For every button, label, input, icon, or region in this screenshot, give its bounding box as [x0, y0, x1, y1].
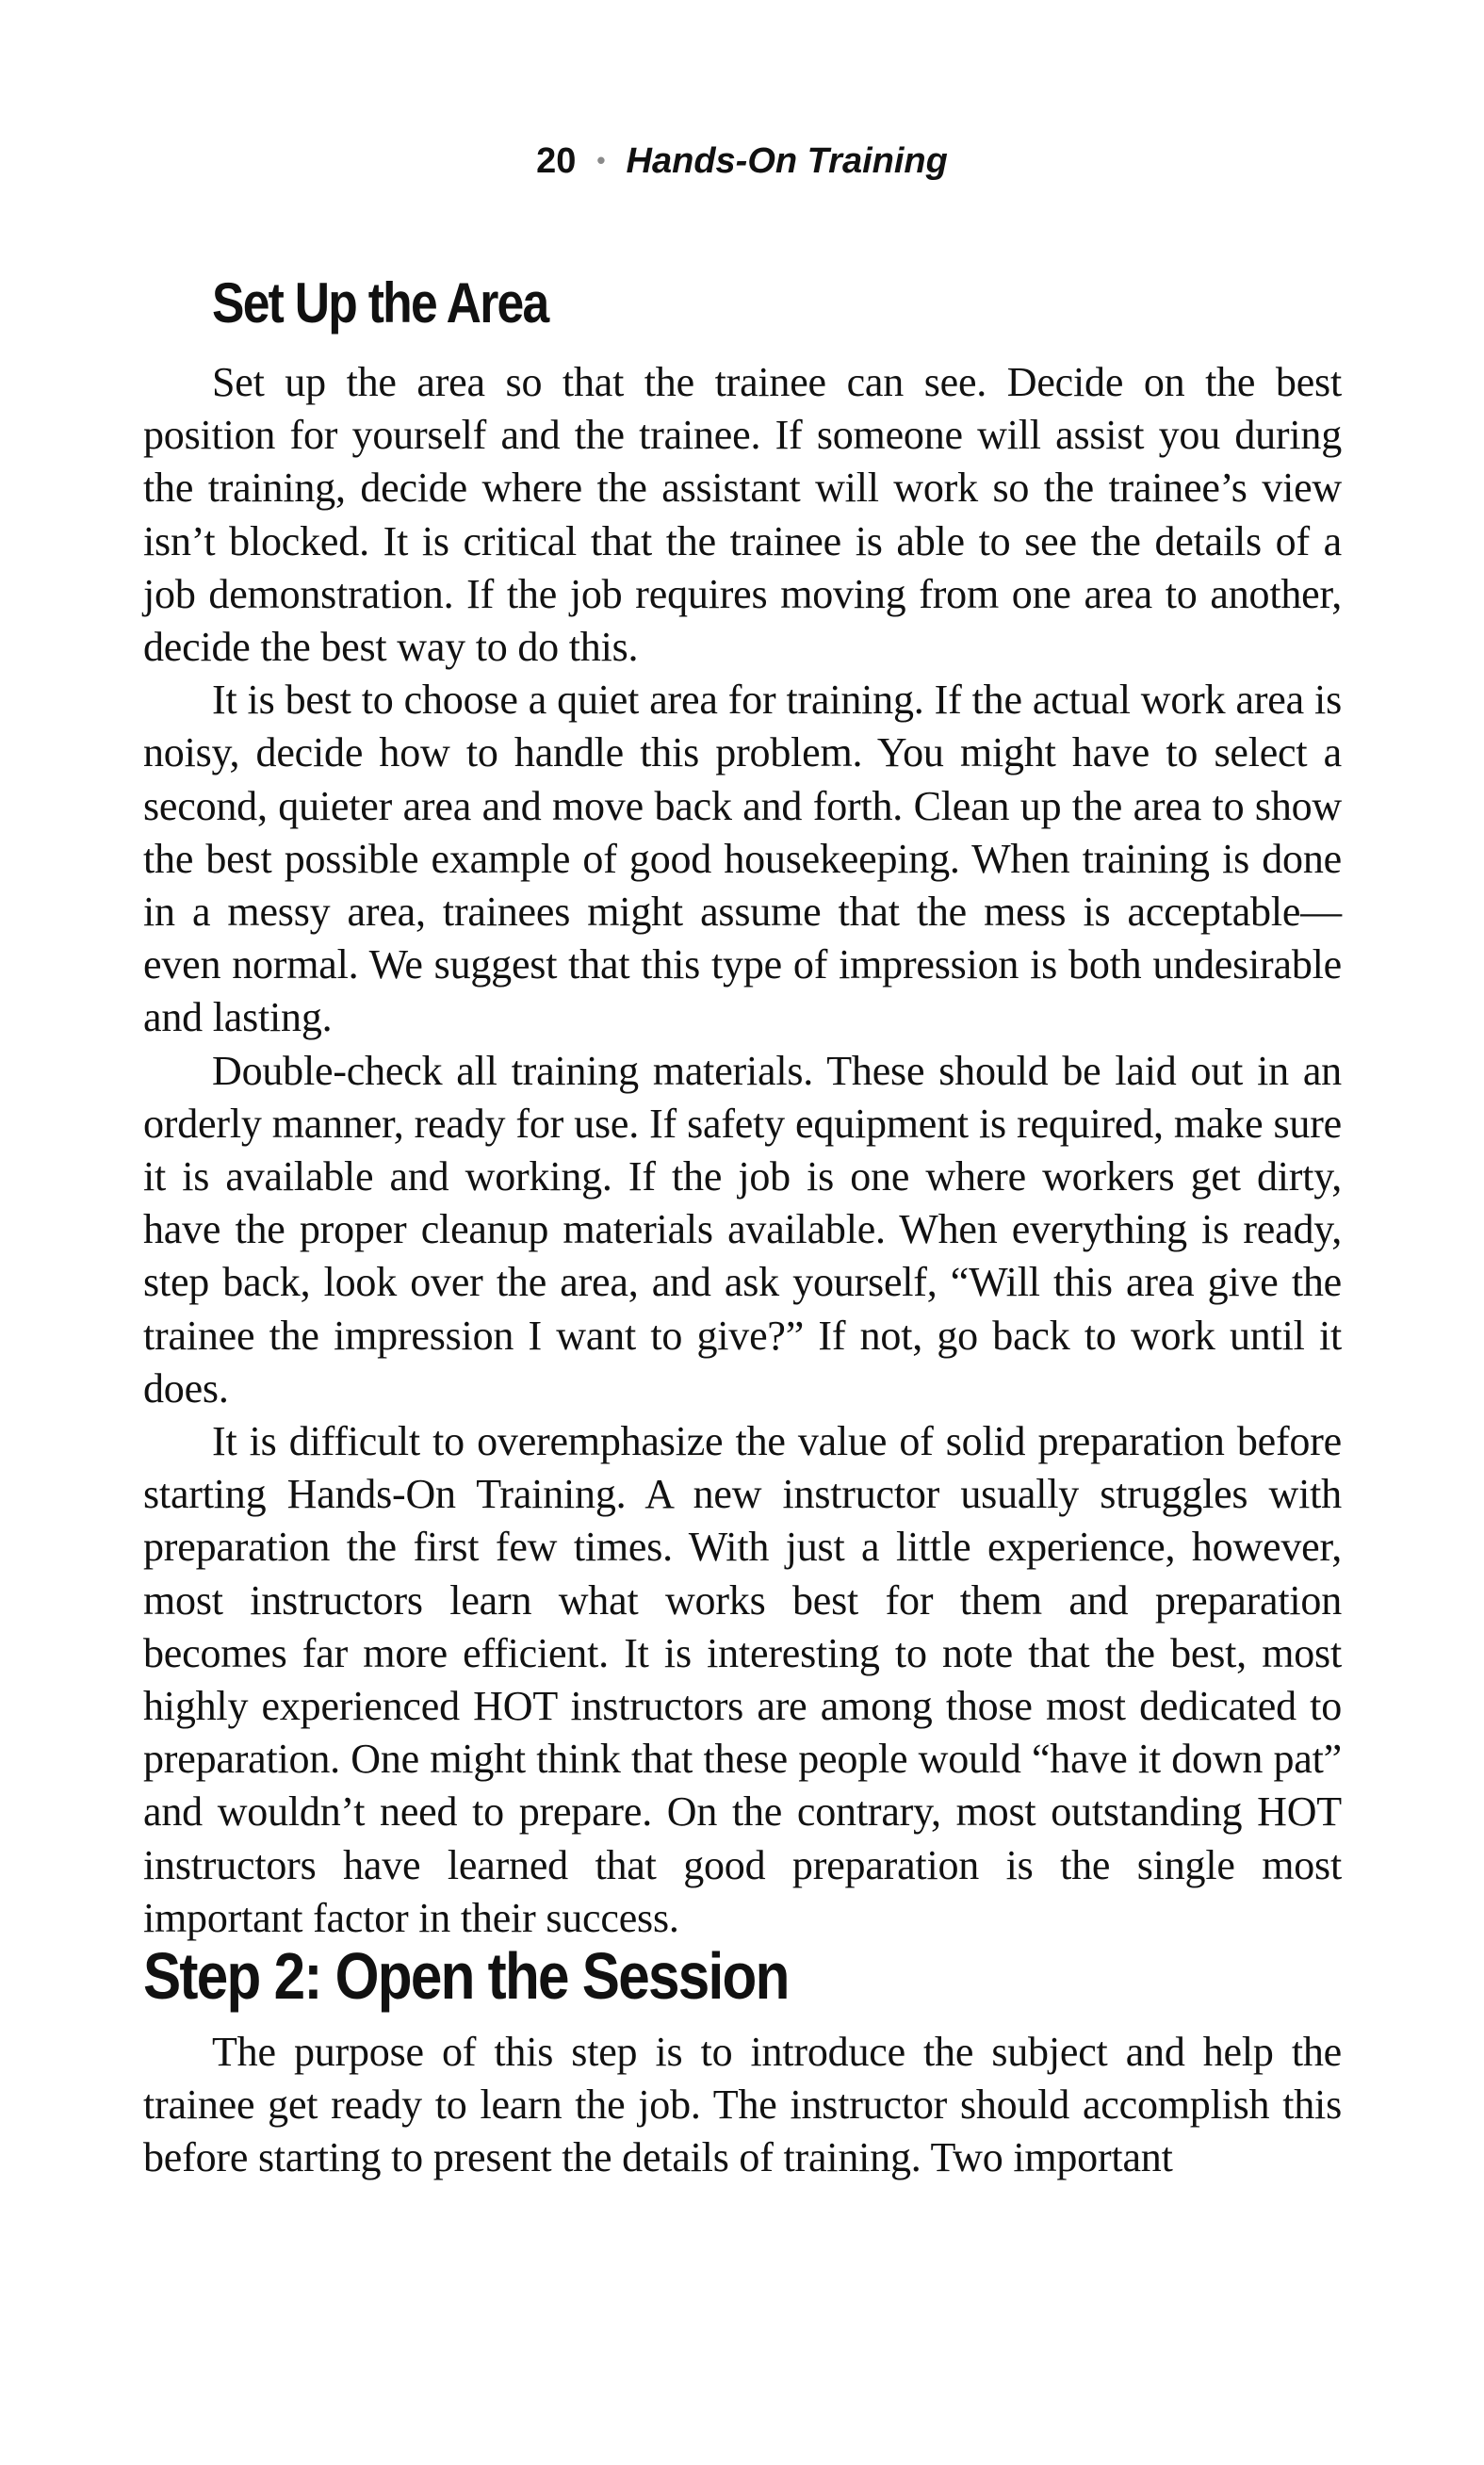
paragraph: Set up the area so that the trainee can see. Decide on the best position for yourself and the trainee. If someone will assist you during the training, decide where the assistant will work so the trainee’s view isn’t blocked. It is critical that the trainee is able to see the details of a job demonstration. If the job requires moving from one area to another, decide the best way to do this. [143, 359, 1342, 671]
step-heading: Step 2: Open the Session [143, 1939, 789, 2013]
running-header [0, 132, 1484, 189]
page-number: 20 [536, 141, 577, 181]
paragraph: The purpose of this step is to introduce the subject and help the trainee get ready to learn the job. The instructor should accomplish this before starting to present the details of training. Two important [143, 2029, 1342, 2181]
book-title: Hands-On Training [626, 141, 948, 181]
section-body [143, 356, 1342, 1945]
paragraph: It is best to choose a quiet area for training. If the actual work area is noisy, decide how to handle this problem. You might have to select a second, quieter area and move back and forth. Clean up the area to show the best possible example of good housekeeping. When training is done in a messy area, trainees might assume that the mess is acceptable—even normal. We suggest that this type of impression is both undesirable and lasting. [143, 677, 1342, 1041]
paragraph: It is difficult to overemphasize the value of solid preparation before starting Hands-On Training. A new instructor usually struggles with preparation the first few times. With just a little experience, however, most instructors learn what works best for them and preparation becomes far more efficient. It is interesting to note that the best, most highly experienced HOT instructors are among those most dedicated to preparation. One might think that these people would “have it down pat” and wouldn’t need to prepare. On the contrary, most outstanding HOT instructors have learned that good preparation is the single most important factor in their success. [143, 1418, 1342, 1941]
step-body [143, 2026, 1342, 2185]
header-separator: • [596, 146, 606, 174]
section-heading: Set Up the Area [212, 271, 548, 335]
paragraph: Double-check all training materials. These should be laid out in an orderly manner, ready for use. If safety equipment is required, make sure it is available and working. If the job is one where workers get dirty, have the proper cleanup materials available. When everything is ready, step back, look over the area, and ask yourself, “Will this area give the trainee the impression I want to give?” If not, go back to work until it does. [143, 1047, 1342, 1412]
